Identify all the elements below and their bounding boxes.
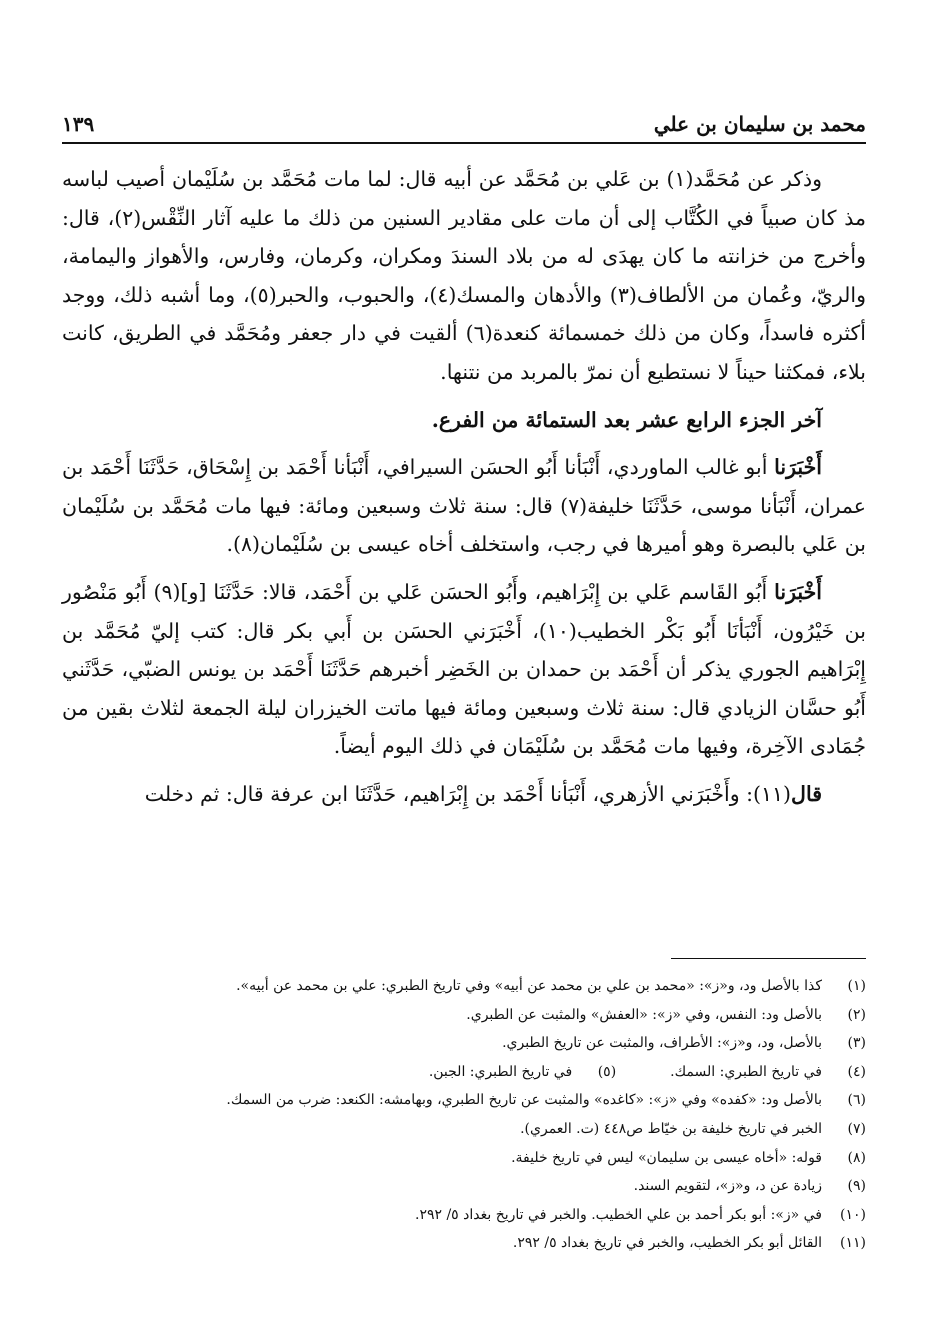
- paragraph-text: (١١): وأَخْبَرَني الأزهري، أَنْبَأنا أَحْمَد بن إِبْرَاهيم، حَدَّثَنَا ابن عرفة قال: ثم دخلت: [144, 781, 792, 806]
- footnote-number: (٩): [847, 1178, 866, 1195]
- footnote-number: (١): [847, 978, 866, 994]
- footnote-number: (١٠): [840, 1206, 866, 1223]
- footnote-text: في «ز»: أبو بكر أحمد بن علي الخطيب. والخبر في تاريخ بغداد ٥/ ٢٩٢.: [414, 1206, 822, 1223]
- footnote-text: القائل أبو بكر الخطيب، والخبر في تاريخ بغداد ٥/ ٢٩٢.: [512, 1235, 822, 1252]
- paragraph-text: أبو غالب الماوردي، أَنْبَأنا أَبُو الحسَن السيرافي، أَنْبَأنا أَحْمَد بن إِسْحَاق، حَدَّثَنَا أَحْمَد بن عمران، أَنْبَأنا موسى، حَدَّثَنَا خليفة(٧) قال: سنة ثلاث وسبعين ومائة: فيها مات مُحَمَّد بن سُلَيْمان بن عَلي بالبصرة وهو أميرها في رجب، واستخلف أخاه عيسى بن سُلَيْمان(٨).: [62, 455, 866, 557]
- paragraph-isnad-azhari: [62, 775, 866, 814]
- footnote-text: في تاريخ الطبري: السمك.: [670, 1063, 822, 1080]
- footnote: [62, 972, 866, 1001]
- footnote-text: كذا بالأصل ود، و«ز»: «محمد بن علي بن محمد عن أبيه» وفي تاريخ الطبري: علي بن محمد عن أبيه».: [236, 978, 822, 994]
- footnote-number: (٥): [597, 1063, 617, 1080]
- footnote-number: (٤): [847, 1063, 866, 1080]
- footnote: [62, 1144, 866, 1173]
- footnote-text: الخبر في تاريخ خليفة بن خيّاط ص٤٤٨ (ت. العمري).: [520, 1120, 822, 1137]
- paragraph-isnad-ziyadi: [62, 573, 866, 766]
- footnote: [62, 1029, 866, 1058]
- footnote-number: (٧): [847, 1120, 866, 1137]
- footnote-number: (٦): [847, 1092, 866, 1109]
- footnote: [62, 1172, 866, 1201]
- running-title: محمد بن سليمان بن علي: [653, 112, 866, 136]
- page-number: ١٣٩: [62, 112, 95, 136]
- footnote-text: زيادة عن د، و«ز»، لتقويم السند.: [633, 1178, 822, 1195]
- footnote-text: قوله: «أخاه عيسى بن سليمان» ليس في تاريخ خليفة.: [511, 1149, 822, 1166]
- footnote: [62, 1201, 866, 1230]
- footnote-separator: [671, 958, 866, 959]
- footnote-number: (٢): [847, 1006, 866, 1023]
- main-text: [62, 160, 866, 814]
- paragraph-isnad-khalifa: [62, 448, 866, 564]
- footnote-number: (٣): [847, 1035, 866, 1052]
- footnote: [62, 1086, 866, 1115]
- footnote: [62, 1058, 866, 1087]
- section-end-note: [62, 401, 866, 440]
- paragraph-lead: قال: [791, 781, 822, 806]
- paragraph-lead: أَخْبَرَنا: [774, 579, 822, 604]
- paragraph-death-report: [62, 160, 866, 392]
- footnotes: [62, 972, 866, 1258]
- running-head: [62, 92, 866, 144]
- footnote-number: (١١): [840, 1235, 866, 1252]
- paragraph-lead: أَخْبَرَنا: [774, 455, 822, 480]
- footnote: [62, 1229, 866, 1258]
- footnote-text: بالأصل ود: النفس، وفي «ز»: «العفش» والمثبت عن الطبري.: [466, 1006, 822, 1023]
- paragraph-text: وذكر عن مُحَمَّد(١) بن عَلي بن مُحَمَّد عن أبيه قال: لما مات مُحَمَّد بن سُلَيْمان أصيب لباسه مذ كان صبياً في الكُتَّاب إلى أن مات على مقادير السنين من ذلك ما عليه آثار النِّقْس(٢)، قال: وأخرج من خزانته ما كان يهدَى له من بلاد السندَ ومكران، وكرمان، وفارس، والأهواز واليمامة، والريّ، وعُمان من الألطاف(٣) والأدهان والمسك(٤)، والحبوب، والحبر(٥)، وما أشبه ذلك، ووجد أكثره فاسداً، وكان من ذلك خمسمائة كنعدة(٦) ألقيت في دار جعفر ومُحَمَّد في الطريق، كانت بلاء، فمكثنا حيناً لا نستطيع أن نمرّ بالمربد من نتنها.: [62, 167, 866, 384]
- footnote-text: بالأصل، ود، و«ز»: الأطراف، والمثبت عن تاريخ الطبري.: [502, 1035, 822, 1052]
- footnote-text: بالأصل ود: «كفده» وفي «ز»: «كاغده» والمثبت عن تاريخ الطبري، وبهامشه: الكنعد: ضرب من السمك.: [226, 1092, 822, 1109]
- footnote: [62, 1115, 866, 1144]
- footnote-text: في تاريخ الطبري: الجبن.: [428, 1063, 573, 1080]
- footnote: [62, 1001, 866, 1030]
- paragraph-text: أَبُو القَاسم عَلي بن إِبْرَاهيم، وأَبُو الحسَن عَلي بن أَحْمَد، قالا: حَدَّثَنَا [و](٩) أَبُو مَنْصُور بن خَيْرُون، أَنْبَأنَا أَبُو بَكْر الخطيب(١٠)، أَخْبَرَني الحسَن بن أَبي بكر قال: كتب إليّ مُحَمَّد بن إِبْرَاهيم الجوري يذكر أن أَحْمَد بن حمدان بن الخَضِر أخبرهم حَدَّثَنَا أَحْمَد بن يونس الضبّي، حَدَّثَني أَبُو حسَّان الزيادي قال: سنة ثلاث وسبعين ومائة فيها ماتت الخيزران ليلة الجمعة لثلاث بقين من جُمَادى الآخِرة، وفيها مات مُحَمَّد بن سُلَيْمَان في ذلك اليوم أيضاً.: [62, 579, 866, 759]
- paragraph-text: آخر الجزء الرابع عشر بعد الستمائة من الفرع.: [431, 407, 822, 432]
- footnote-number: (٨): [847, 1149, 866, 1166]
